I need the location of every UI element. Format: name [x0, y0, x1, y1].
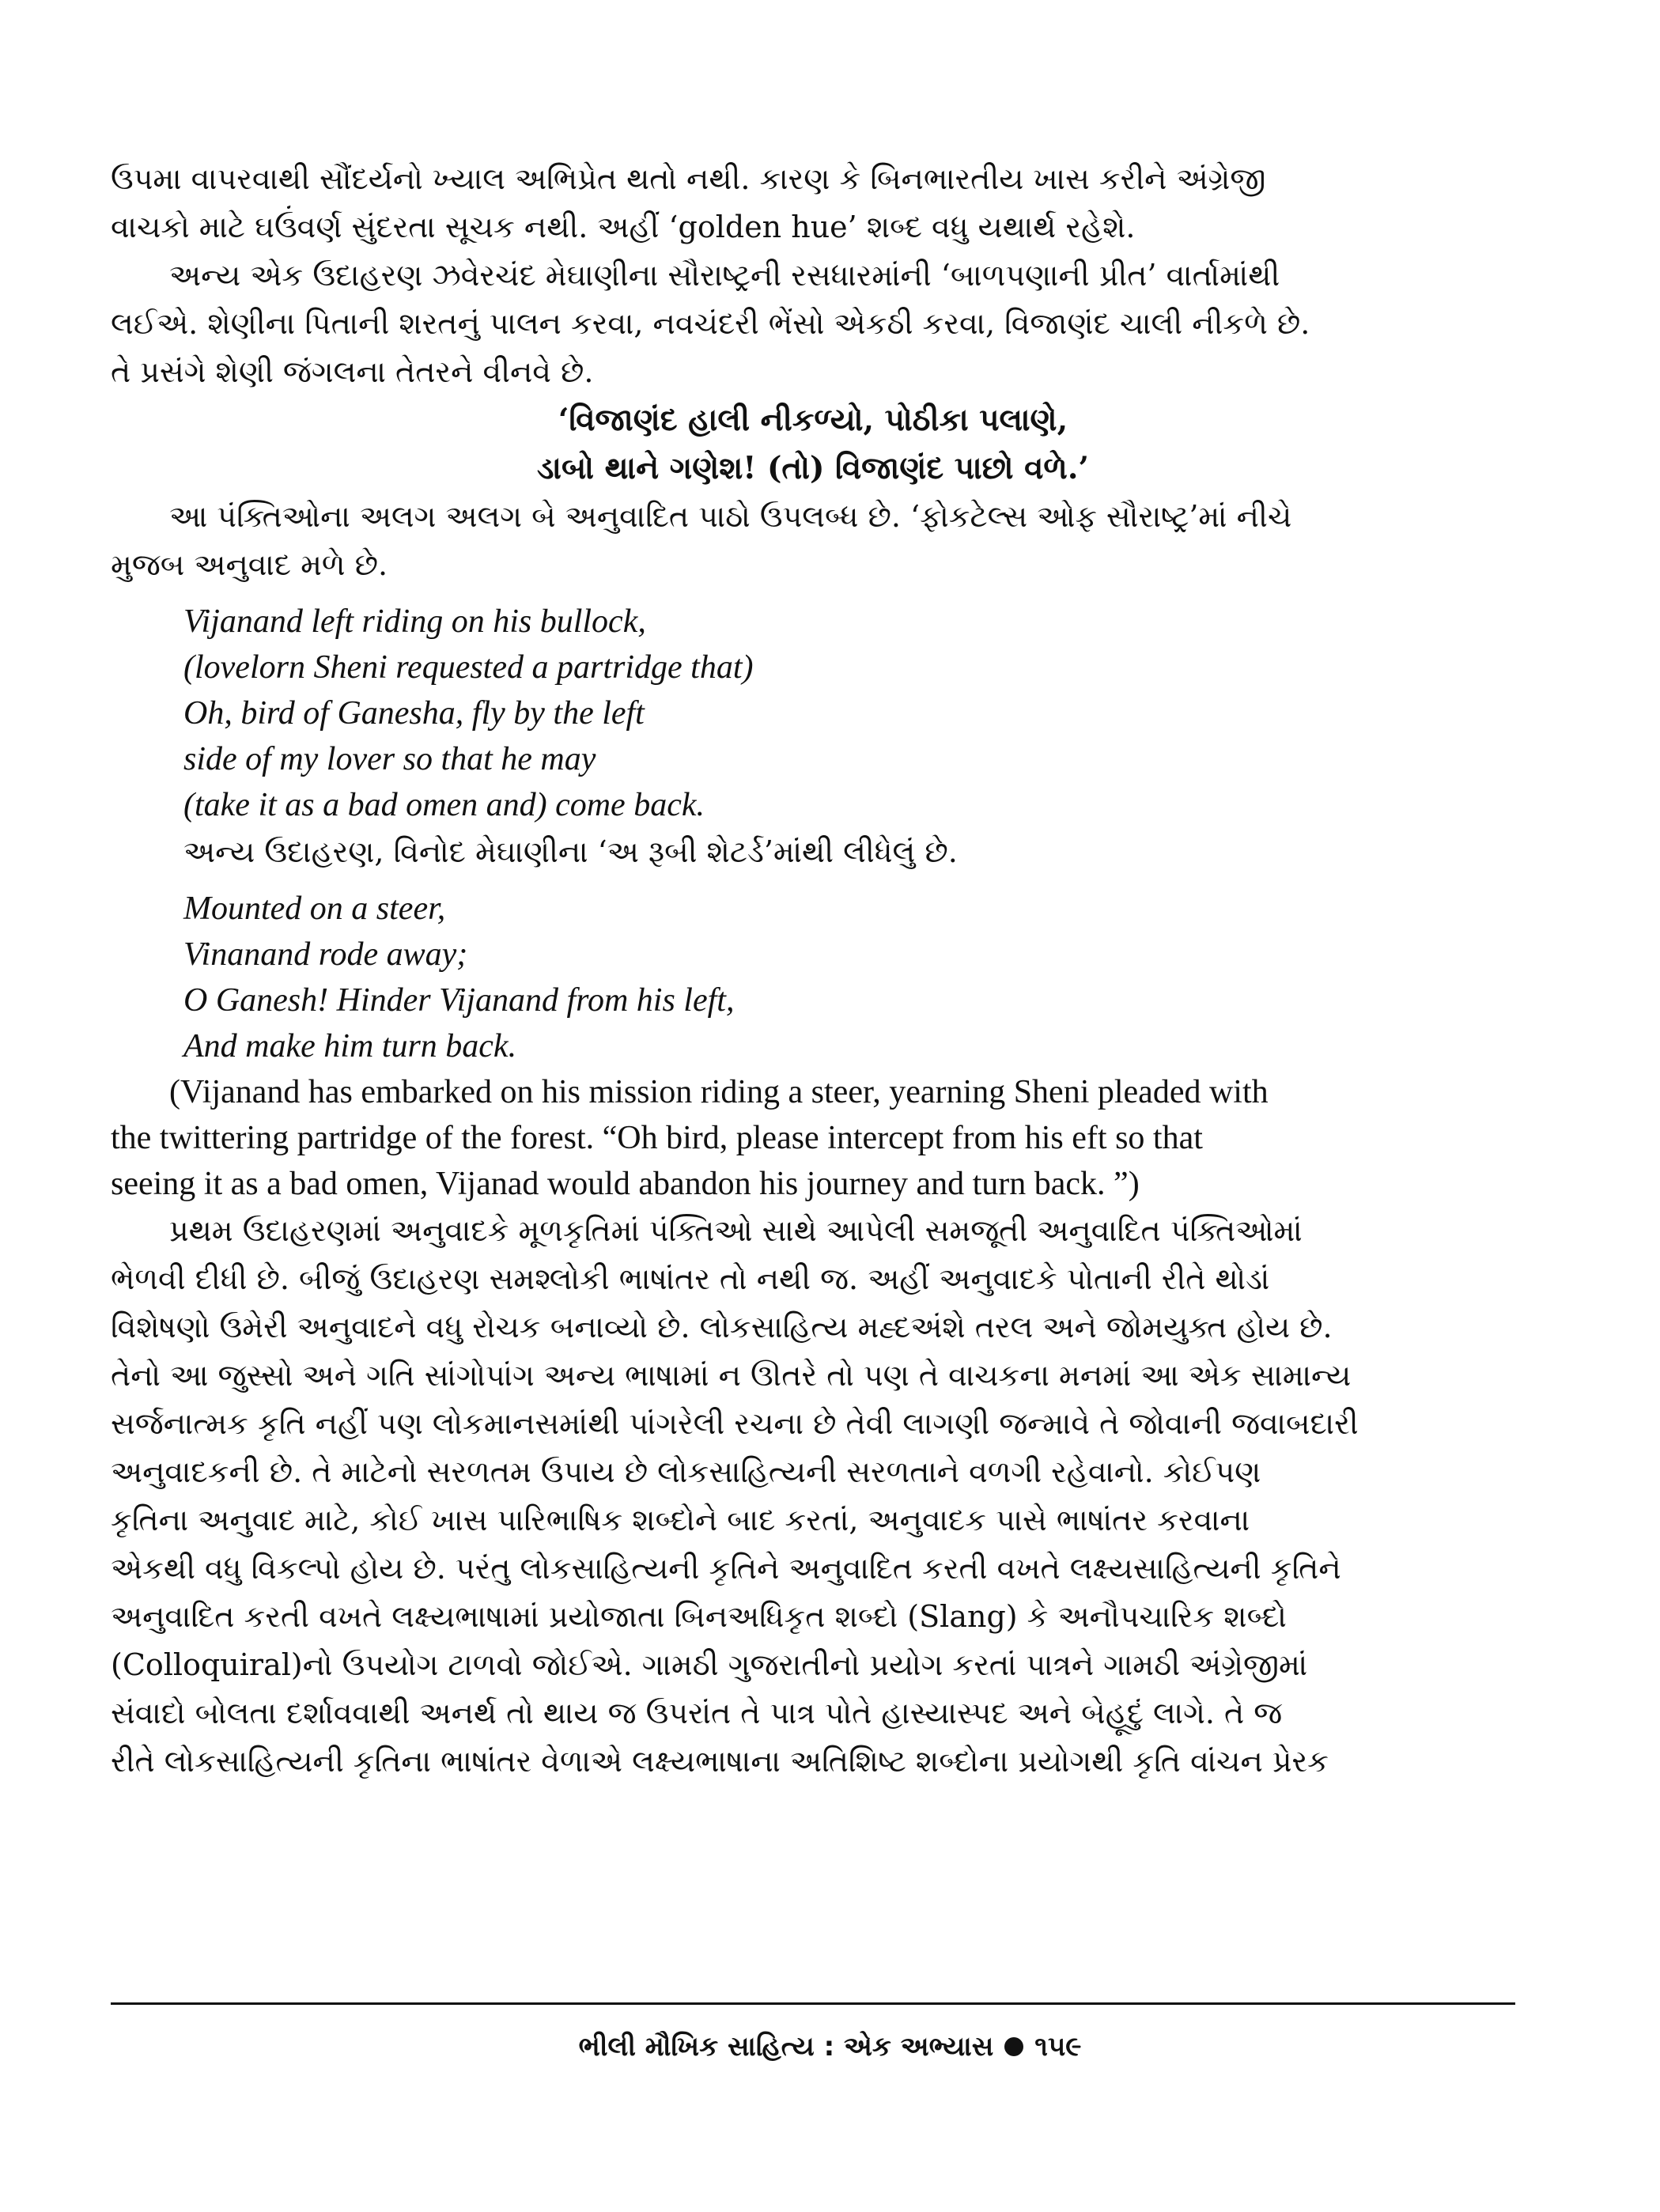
gujarati-couplet: [111, 396, 1515, 493]
paragraph-line: પ્રથમ ઉદાહરણમાં અનુવાદકે મૂળકૃતિમાં પંક્તિઓ સાથે આપેલી સમજૂતી અનુવાદિત પંક્તિઓમાં: [169, 1213, 1303, 1248]
verse-line: O Ganesh! Hinder Vijanand from his left,: [183, 982, 735, 1019]
paragraph-line: સંવાદો બોલતા દર્શાવવાથી અનર્થ તો થાય જ ઉપરાંત તે પાત્ર પોતે હાસ્યાસ્પદ અને બેહૂદું લાગે. તે જ: [111, 1696, 1283, 1730]
paragraph-6: [111, 1207, 1515, 1786]
couplet-line: ‘વિજાણંદ હાલી નીકળ્યો, પોઠીકા પલાણે,: [558, 402, 1068, 438]
verse-line: (take it as a bad omen and) come back.: [183, 787, 705, 823]
paragraph-line: લઈએ. શેણીના પિતાની શરતનું પાલન કરવા, નવચંદરી ભેંસો એકઠી કરવા, વિજાણંદ ચાલી નીકળે છે.: [111, 306, 1310, 341]
paragraph-line: (Colloquiral)નો ઉપયોગ ટાળવો જોઈએ. ગામઠી ગુજરાતીનો પ્રયોગ કરતાં પાત્રને ગામઠી અંગ્રેજીમાં: [111, 1647, 1308, 1682]
paragraph-4: અન્ય ઉદાહરણ, વિનોદ મેઘાણીના ‘અ રૂબી શેટર્ડ’માંથી લીધેલું છે.: [183, 834, 958, 869]
verse-line: And make him turn back.: [183, 1028, 517, 1064]
paragraph-3: [111, 493, 1515, 589]
paragraph-line: તે પ્રસંગે શેણી જંગલના તેતરને વીનવે છે.: [111, 354, 594, 389]
verse-line: Mounted on a steer,: [183, 890, 446, 927]
paragraph-1: [111, 155, 1515, 251]
verse-line: Oh, bird of Ganesha, fly by the left: [183, 695, 645, 732]
paragraph-line: વાચકો માટે ઘઉંવર્ણ સુંદરતા સૂચક નથી. અહીં ‘golden hue’ શબ્દ વધુ યથાર્થ રહેશે.: [111, 210, 1136, 244]
footer-book-title: ભીલી મૌખિક સાહિત્ય : એક અભ્યાસ: [578, 2031, 994, 2063]
paragraph-line: અનુવાદકની છે. તે માટેનો સરળતમ ઉપાય છે લોકસાહિત્યની સરળતાને વળગી રહેવાનો. કોઈપણ: [111, 1454, 1261, 1489]
paragraph-line: the twittering partridge of the forest. “Oh bird, please intercept from his eft so that: [111, 1120, 1203, 1156]
english-verse-1: [111, 599, 1515, 828]
page-number: ૧૫૯: [1034, 2031, 1082, 2063]
couplet-line: ડાબો થાને ગણેશ! (તો) વિજાણંદ પાછો વળે.’: [537, 450, 1089, 486]
paragraph-line: રીતે લોકસાહિત્યની કૃતિના ભાષાંતર વેળાએ લક્ષ્યભાષાના અતિશિષ્ટ શબ્દોના પ્રયોગથી કૃતિ વાંચન પ્રેરક: [111, 1744, 1329, 1779]
paragraph-line: એકથી વધુ વિકલ્પો હોય છે. પરંતુ લોકસાહિત્યની કૃતિને અનુવાદિત કરતી વખતે લક્ષ્યસાહિત્યની કૃતિને: [111, 1551, 1341, 1586]
paragraph-line: આ પંક્તિઓના અલગ અલગ બે અનુવાદિત પાઠો ઉપલબ્ધ છે. ‘ફોકટેલ્સ ઓફ સૌરાષ્ટ્ર’માં નીચે: [169, 499, 1292, 534]
paragraph-2: [111, 251, 1515, 396]
paragraph-line: તેનો આ જુસ્સો અને ગતિ સાંગોપાંગ અન્ય ભાષામાં ન ઊતરે તો પણ તે વાચકના મનમાં આ એક સામાન્ય: [111, 1358, 1352, 1393]
english-verse-2: [111, 886, 1515, 1069]
page-body: [111, 155, 1515, 1786]
paragraph-line: અન્ય એક ઉદાહરણ ઝવેરચંદ મેઘાણીના સૌરાષ્ટ્રની રસધારમાંની ‘બાળપણાની પ્રીત’ વાર્તામાંથી: [169, 258, 1280, 293]
english-paragraph: [111, 1069, 1515, 1207]
verse-line: side of my lover so that he may: [183, 741, 596, 777]
verse-line: (lovelorn Sheni requested a partridge that): [183, 649, 754, 686]
paragraph-line: સર્જનાત્મક કૃતિ નહીં પણ લોકમાનસમાંથી પાંગરેલી રચના છે તેવી લાગણી જન્માવે તે જોવાની જવાબદારી: [111, 1406, 1359, 1441]
verse-line: Vijanand left riding on his bullock,: [183, 603, 646, 640]
paragraph-line: ઉપમા વાપરવાથી સૌંદર્યનો ખ્યાલ અભિપ્રેત થતો નથી. કારણ કે બિનભારતીય ખાસ કરીને અંગ્રેજી: [111, 161, 1266, 196]
paragraph-line: (Vijanand has embarked on his mission riding a steer, yearning Sheni pleaded with: [169, 1074, 1269, 1110]
paragraph-line: મુજબ અનુવાદ મળે છે.: [111, 547, 388, 582]
paragraph-line: વિશેષણો ઉમેરી અનુવાદને વધુ રોચક બનાવ્યો છે. લોકસાહિત્ય મહ્દઅંશે તરલ અને જોમયુક્ત હોય છે.: [111, 1310, 1333, 1344]
page-footer: [0, 2031, 1660, 2063]
bullet-icon: [1004, 2037, 1023, 2056]
paragraph-line: seeing it as a bad omen, Vijanad would abandon his journey and turn back. ”): [111, 1166, 1140, 1202]
paragraph-line: અનુવાદિત કરતી વખતે લક્ષ્યભાષામાં પ્રયોજાતા બિનઅધિકૃત શબ્દો (Slang) કે અનૌપચારિક શબ્દો: [111, 1599, 1287, 1634]
footer-divider: [111, 2002, 1515, 2005]
verse-line: Vinanand rode away;: [183, 936, 468, 973]
paragraph-line: ભેળવી દીધી છે. બીજું ઉદાહરણ સમશ્લોકી ભાષાંતર તો નથી જ. અહીં અનુવાદકે પોતાની રીતે થોડાં: [111, 1261, 1270, 1296]
paragraph-line: કૃતિના અનુવાદ માટે, કોઈ ખાસ પારિભાષિક શબ્દોને બાદ કરતાં, અનુવાદક પાસે ભાષાંતર કરવાના: [111, 1503, 1250, 1537]
